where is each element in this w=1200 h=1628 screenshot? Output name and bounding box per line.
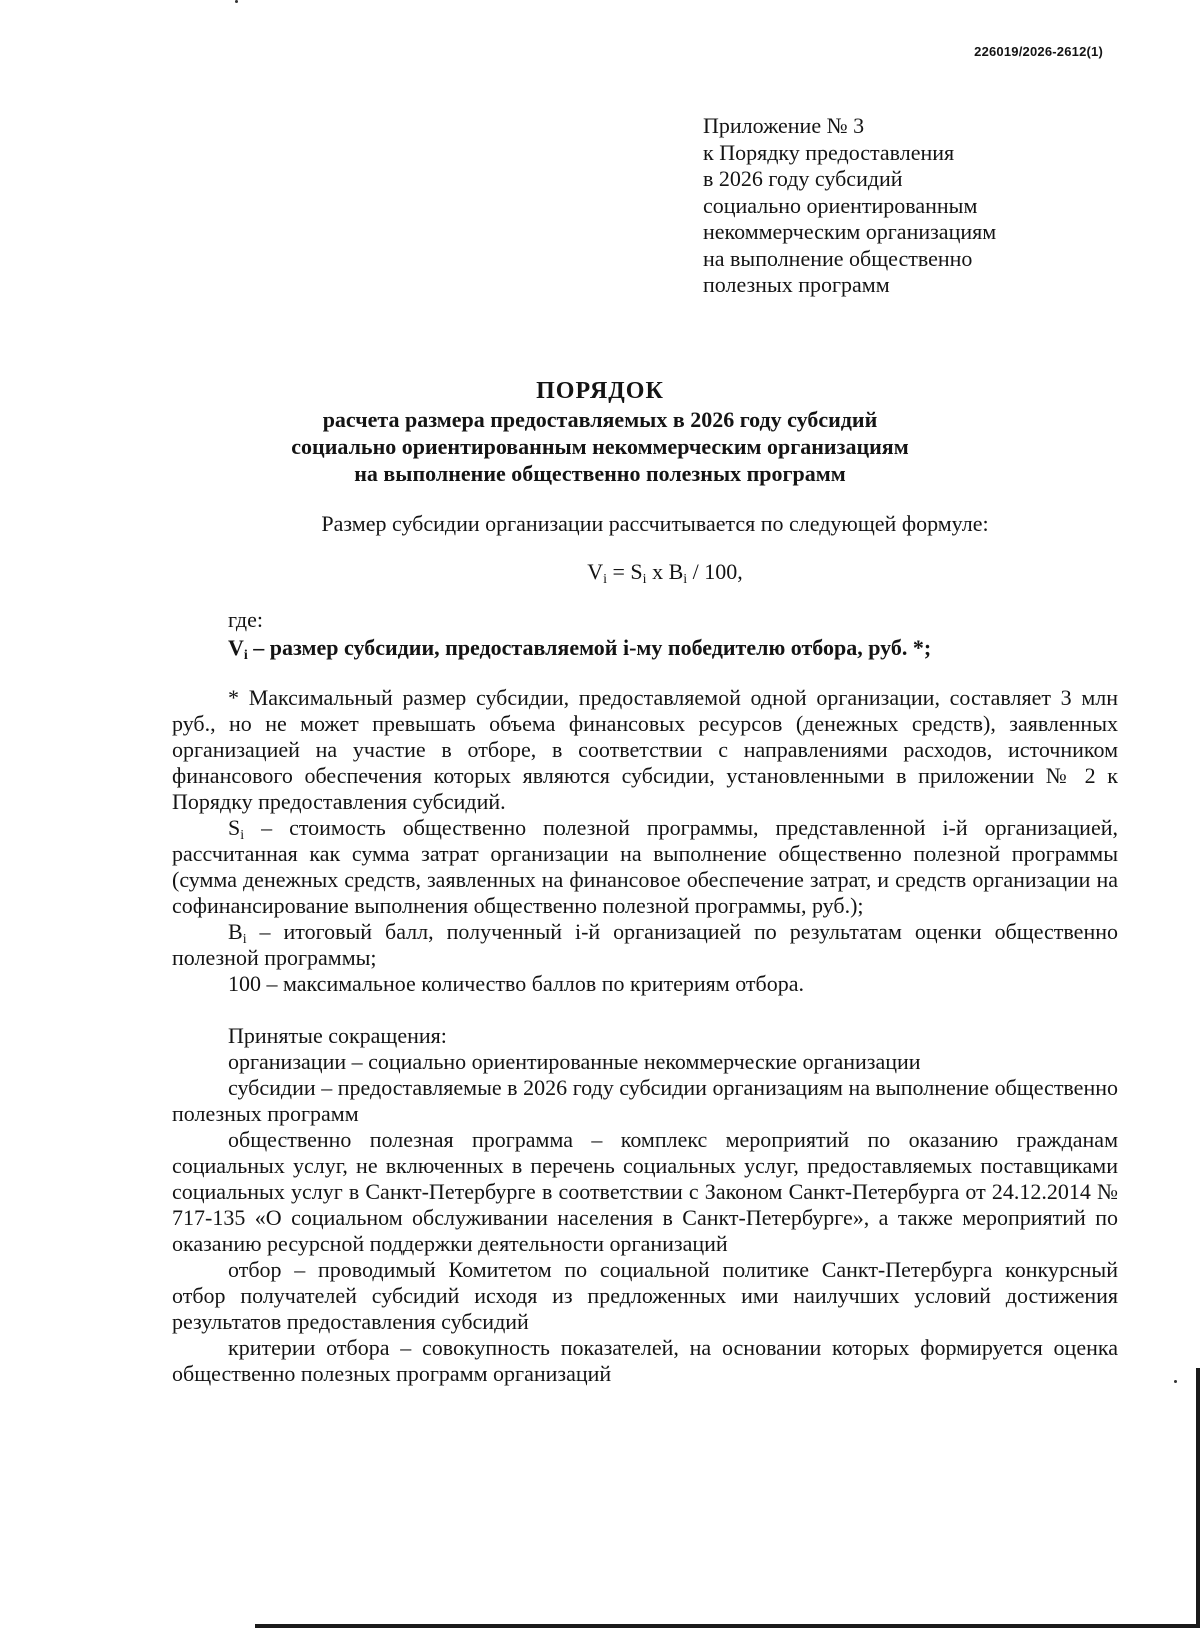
scan-border-bottom (255, 1624, 1200, 1628)
footnote: * Максимальный размер субсидии, предоставляемой одной организации, составляет 3 млн руб., но не может превышать объема финансовых ресурсов (денежных средств), заявленных организацией на участие в отборе, в соответствии с направлениями расходов, источником финансового обеспечения которых являются субсидии, установленными в приложении № 2 к Порядку предоставления субсидий. (172, 685, 1118, 814)
document-title: ПОРЯДОК (536, 378, 664, 404)
abbreviation-item: отбор – проводимый Комитетом по социальной политике Санкт-Петербурга конкурсный отбор получателей субсидий исходя из предложенных ими наилучших условий достижения результатов предоставления субсидий (172, 1257, 1118, 1334)
formula-v: V (587, 559, 604, 584)
appendix-line: Приложение № 3 (703, 113, 865, 138)
symbol-v: V (228, 635, 244, 660)
abbreviations-title: Принятые сокращения: (228, 1023, 447, 1048)
formula-intro: Размер субсидии организации рассчитывается по следующей формуле: (321, 511, 989, 536)
appendix-line: в 2026 году субсидий (703, 166, 903, 191)
formula-s: S (630, 559, 643, 584)
formula-index: i (603, 572, 607, 587)
appendix-header (703, 113, 996, 299)
symbol-b: B (228, 919, 243, 944)
definition-bi (172, 919, 1118, 971)
formula-index: i (642, 572, 647, 587)
symbol-index: i (240, 828, 245, 843)
document-body (172, 511, 1118, 1387)
abbreviation-item: субсидии – предоставляемые в 2026 году субсидии организациям на выполнение общественно полезных программ (172, 1075, 1118, 1126)
subtitle-line: социально ориентированным некоммерческим организациям (291, 434, 909, 459)
definition-vi (172, 635, 1118, 661)
formula-times: x (646, 559, 669, 584)
formula-eq: = (607, 559, 631, 584)
abbreviation-item: организации – социально ориентированные некоммерческие организации (228, 1049, 921, 1074)
appendix-line: полезных программ (703, 272, 890, 297)
where-label: где: (228, 607, 263, 632)
definition-bi-text: – итоговый балл, полученный i-й организацией по результатам оценки общественно полезной программы; (172, 919, 1118, 970)
definition-vi-text: – размер субсидии, предоставляемой i-му победителю отбора, руб. *; (247, 635, 932, 660)
formula (172, 559, 1118, 585)
scan-speck (235, 0, 238, 3)
definition-si-text: – стоимость общественно полезной программы, представленной i-й организацией, рассчитанная как сумма затрат организации на выполнение общественно полезной программы (сумма денежных средств, заявленных на финансовое обеспечение затрат, и средств организации на софинансирование выполнения общественно полезной программы, руб.); (172, 815, 1118, 918)
formula-tail: / 100, (687, 559, 743, 584)
abbreviation-item: критерии отбора – совокупность показателей, на основании которых формируется оценка общественно полезных программ организаций (172, 1335, 1118, 1386)
appendix-line: социально ориентированным (703, 192, 978, 218)
symbol-index: i (243, 648, 248, 663)
subtitle-line: на выполнение общественно полезных программ (354, 461, 846, 486)
symbol-s: S (228, 815, 241, 840)
symbol-index: i (242, 932, 247, 947)
definition-max: 100 – максимальное количество баллов по критериям отбора. (228, 971, 804, 996)
appendix-line: некоммерческим организациям (703, 219, 997, 244)
abbreviation-item: общественно полезная программа – комплекс мероприятий по оказанию гражданам социальных услуг, не включенных в перечень социальных услуг, предоставляемых поставщиками социальных услуг в Санкт-Петербурге в соответствии с Законом Санкт-Петербурга от 24.12.2014 № 717-135 «О социальном обслуживании населения в Санкт-Петербурге», а также мероприятий по оказанию ресурсной поддержки деятельности организаций (172, 1127, 1118, 1256)
document-registration-number: 226019/2026-2612(1) (974, 44, 1103, 59)
definition-si (172, 815, 1118, 919)
formula-index: i (683, 572, 688, 587)
appendix-line: на выполнение общественно (703, 245, 973, 271)
appendix-line: к Порядку предоставления (703, 139, 955, 165)
scan-speck (1174, 1380, 1177, 1383)
formula-b: B (668, 559, 684, 584)
document-title-block (0, 376, 1200, 487)
scan-border-right (1196, 1368, 1200, 1628)
subtitle-line: расчета размера предоставляемых в 2026 году субсидий (322, 407, 878, 432)
